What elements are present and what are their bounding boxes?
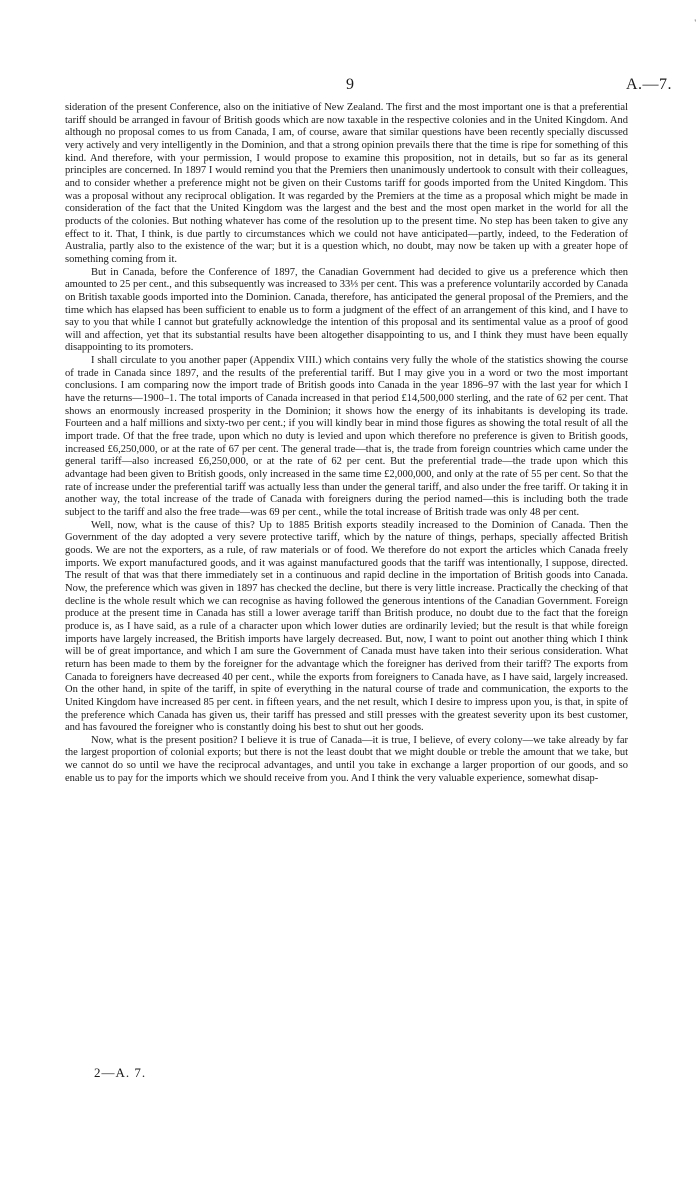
edge-mark: ' [694, 18, 696, 28]
paragraph: sideration of the present Conference, also on the initiative of New Zealand. The first and the most important one is that a preferential tariff should be arranged in favour of British goods which are now taxable in the respective colonies and in the United Kingdom. And although no proposal comes to us from Canada, I am, of course, aware that similar questions have been recently specially discussed very actively and very intelligently in the Dominion, and that a strong opinion prevails there that the time is ripe for something of this kind. And therefore, with your permission, I would propose to examine this proposition, not in details, but so far as its general principles are concerned. In 1897 I would remind you that the Premiers then unanimously undertook to consult with their colleagues, and to consider whether a preference might not be given on their Customs tariff for goods imported from the United Kingdom. This was a proposal without any reciprocal obligation. It was regarded by the Premiers at the time as a proposal which might be made in consideration of the fact that the United Kingdom was the largest and the best and the most open market in the world for all the products of the colonies. But nothing whatever has come of the resolution up to the present time. No step has been taken to give any effect to it. That, I think, is due partly to circumstances which we could not have anticipated—partly, indeed, to the Federation of Australia, partly also to the existence of the war; but it is a question which, no doubt, may now be taken up with a greater hope of something coming from it. [65, 102, 628, 265]
paragraph: I shall circulate to you another paper (Appendix VIII.) which contains very fully the whole of the statistics showing the course of trade in Canada since 1897, and the results of the preferential tariff. But I may give you in a word or two the most important conclusions. I am comparing now the import trade of British goods into Canada in the year 1896–97 with the last year for which I have the returns—1900–1. The total imports of Canada increased in that period £14,500,000 sterling, and the rate of 62 per cent. That shows an enormously increased prosperity in the Dominion; it shows how the energy of its inhabitants is developing its trade. Fourteen and a half millions and sixty-two per cent.; if you will kindly bear in mind those figures as showing the total result of all the import trade. Of that the free trade, upon which no duty is levied and upon which therefore no preference is given to British goods, increased £6,250,000, or at the rate of 67 per cent. The general trade—that is, the trade from foreign countries which came under the general tariff—also increased £6,250,000, or at the rate of 62 per cent. But the preferential trade—the trade upon which this advantage had been given to British goods, only increased in the same time £2,000,000, and only at the rate of 55 per cent. So that the rate of increase under the preferential tariff was actually less than under the general tariff, and also under the free tariff. Or taking it in another way, the total increase of the trade of Canada with foreigners during the period named—this is including both the trade subject to the tariff and also the free trade—was 69 per cent., while the total increase of British trade was only 48 per cent. [65, 355, 628, 518]
page-number: 9 [346, 76, 354, 93]
paragraph: Well, now, what is the cause of this? Up to 1885 British exports steadily increased to the Dominion of Canada. Then the Government of the day adopted a very severe protective tariff, which by the nature of things, perhaps, specially affected British goods. We are not the exporters, as a rule, of raw materials or of food. We therefore do not export the articles which Canada freely imports. We export manufactured goods, and it was against manufactured goods that the tariff was intentionally, I suppose, directed. The result of that was that there immediately set in a continuous and rapid decline in the importation of British goods into Canada. Now, the preference which was given in 1897 has checked the decline, but there is very little increase. Practically the checking of that decline is the whole result which we can recognise as having followed the generous intentions of the Canadian Government. Foreign produce at the present time in Canada has still a lower average tariff than British produce, no doubt due to the fact that the foreign produce is, as I have said, as a rule of a character upon which lower duties are ordinarily levied; but the result is that while foreign imports have largely increased, the British imports have largely decreased. But, now, I want to point out another thing which I think will be of great importance, and which I am sure the Government of Canada must have taken into their serious consideration. What return has been made to them by the foreigner for the advantage which the foreigner has derived from their tariff? The exports from Canada to foreigners have decreased 40 per cent., while the exports from foreigners to Canada have, as I have said, largely increased. On the other hand, in spite of the tariff, in spite of everything in the natural course of trade and communication, the exports to the United Kingdom have increased 85 per cent. in fifteen years, and the net result, which I desire to impress upon you, is that, in spite of the preference which Canada has given us, their tariff has pressed and still presses with the greatest severity upon its best customer, and has favoured the foreigner who is constantly doing his best to shut out her goods. [65, 519, 628, 734]
signature-mark: 2—A. 7. [94, 1065, 147, 1080]
paragraph: But in Canada, before the Conference of 1897, the Canadian Government had decided to give us a preference which then amounted to 25 per cent., and this subsequently was increased to 33⅓ per cent. This was a preference voluntarily accorded by Canada on British taxable goods imported into the Dominion. Canada, therefore, has anticipated the general proposal of the Premiers, and the time which has elapsed has been sufficient to enable us to form a judgment of the effect of an arrangement of this kind, and I have to say to you that while I cannot but gratefully acknowledge the intention of this proposal and its sentimental value as a proof of good will and affection, yet that its substantial results have been altogether disappointing to us, and I think they must have been equally disappointing to its promoters. [65, 266, 628, 354]
document-reference: A.—7. [625, 76, 672, 93]
paragraph: Now, what is the present position? I believe it is true of Canada—it is true, I believe, of every colony—we take already by far the largest proportion of colonial exports; but there is not the least doubt that we might double or treble the amount that we take, but we cannot do so until we have the reciprocal advantages, and until you take in exchange a larger proportion of our goods, and so enable us to pay for the imports which we should receive from you. And I think the very valuable experience, somewhat disap- [65, 734, 628, 784]
body-text [65, 102, 628, 785]
